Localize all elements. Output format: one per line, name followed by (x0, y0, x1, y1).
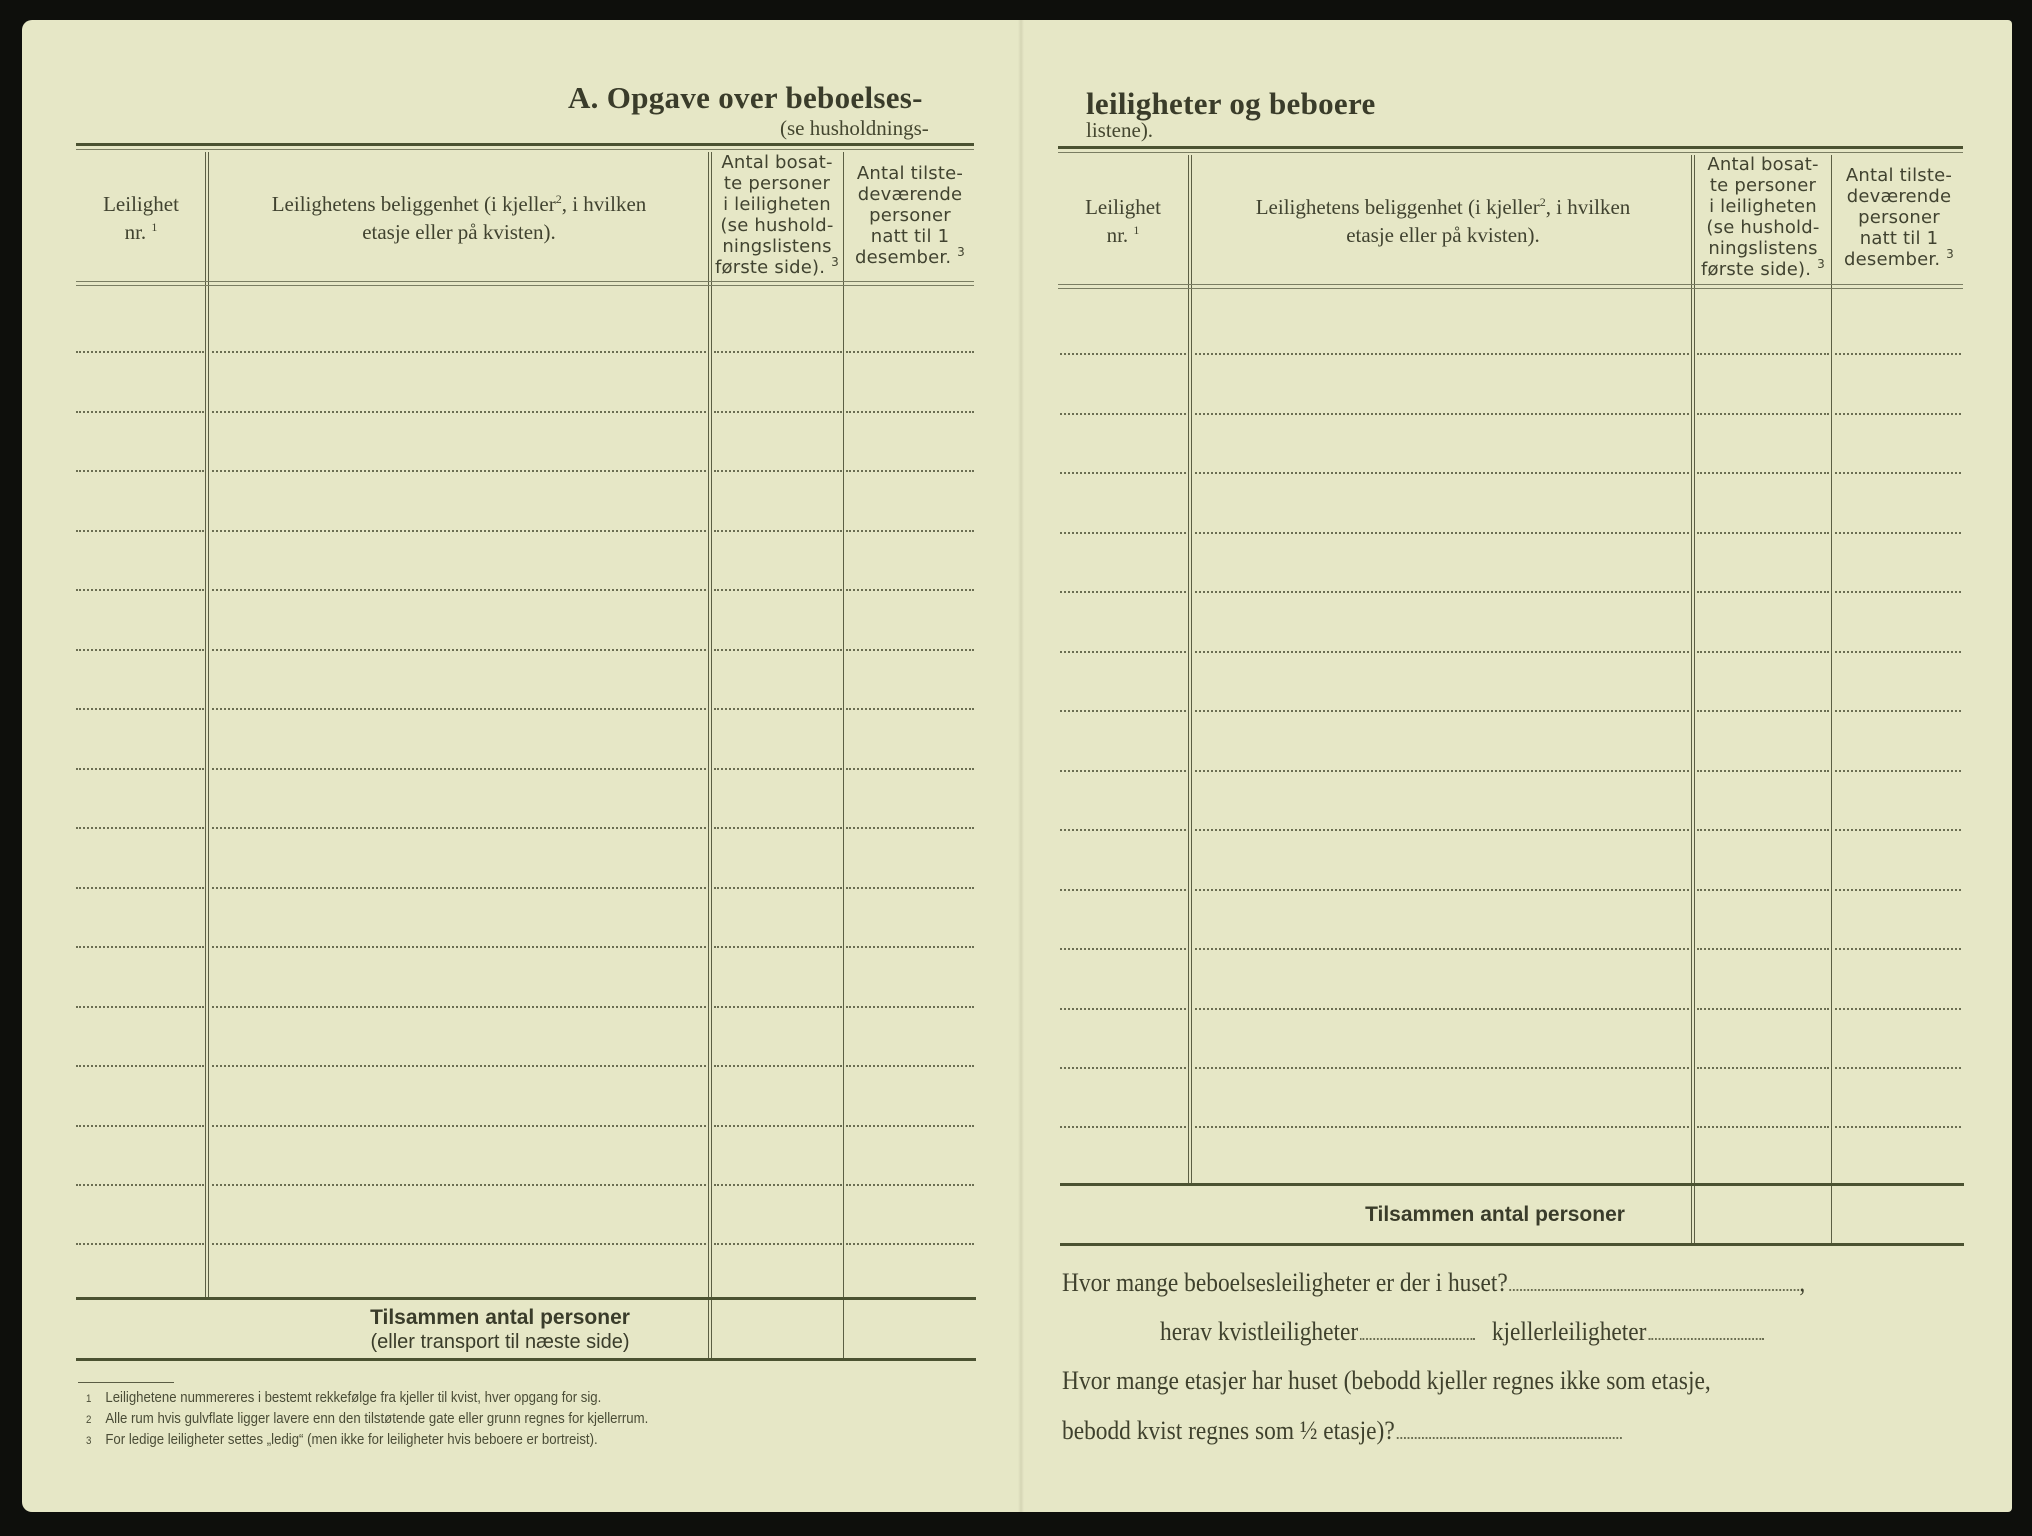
row-line (212, 887, 706, 889)
row-line (212, 470, 706, 472)
row-line (76, 1184, 204, 1186)
row-line (212, 411, 706, 413)
row-line (1697, 413, 1829, 415)
row-line (1697, 472, 1829, 474)
footnote-2: 2 Alle rum hvis gulvflate ligger lavere enn den tilstøtende gate eller grunn regnes for kjellerrum. (86, 1410, 649, 1427)
row-line (1195, 472, 1689, 474)
header-apartment-number: Leilighet nr. $^1$ (1085, 195, 1161, 247)
footnote-1: 1 Leilighetene nummereres i bestemt rekkefølge fra kjeller til kvist, hver opgang for sig. (86, 1389, 602, 1406)
row-line (1060, 710, 1186, 712)
col-divider-3 (1831, 155, 1832, 1243)
row-line (1060, 651, 1186, 653)
header-present-count: Antal tilste- deværende personer natt til 1 desember. $^3$ (1843, 165, 1955, 270)
row-line (76, 887, 204, 889)
row-line (212, 1125, 706, 1127)
floor-count-field[interactable] (1397, 1435, 1622, 1439)
row-line (1835, 889, 1961, 891)
row-line (846, 1125, 974, 1127)
row-line (1697, 1126, 1829, 1128)
row-line (1835, 1067, 1961, 1069)
row-line (1697, 651, 1829, 653)
header-resident-count: Antal bosat- te personer i leiligheten (se hushold- ningslistens første side). $^3$ (1701, 154, 1825, 280)
row-line (846, 827, 974, 829)
row-line (714, 887, 842, 889)
row-line (1195, 829, 1689, 831)
header-bottom-rule (76, 281, 974, 282)
row-line (1195, 1008, 1689, 1010)
row-line (76, 708, 204, 710)
row-line (714, 1243, 842, 1245)
col-divider-2 (1691, 155, 1695, 1243)
left-page-title: A. Opgave over beboelses- (568, 80, 923, 115)
row-line (846, 411, 974, 413)
header-present-count: Antal tilste- deværende personer natt til 1 desember. $^3$ (854, 163, 966, 268)
row-line (1060, 1126, 1186, 1128)
row-line (1835, 710, 1961, 712)
left-total-present-field[interactable] (846, 1302, 974, 1358)
col-divider-2 (708, 152, 712, 1360)
row-line (1195, 1126, 1689, 1128)
row-line (714, 530, 842, 532)
right-page-subtitle: listene). (1086, 118, 1154, 142)
row-line (212, 351, 706, 353)
row-line (714, 470, 842, 472)
row-line (1195, 710, 1689, 712)
question-floor-count-line1: Hvor mange etasjer har huset (bebodd kjeller regnes ikke som etasje, (1062, 1366, 1711, 1395)
basement-apartments-field[interactable] (1648, 1336, 1763, 1340)
question-attic-basement: herav kvistleiligheter kjellerleiligheter (1160, 1317, 1763, 1347)
row-line (212, 708, 706, 710)
row-line (1060, 472, 1186, 474)
row-line (714, 589, 842, 591)
header-resident-count: Antal bosat- te personer i leiligheten (se hushold- ningslistens første side). $^3$ (715, 152, 839, 278)
row-line (76, 1006, 204, 1008)
total-bottom-rule (1060, 1243, 1964, 1246)
header-bottom-rule-2 (1058, 288, 1963, 289)
row-line (1835, 1008, 1961, 1010)
row-line (846, 351, 974, 353)
row-line (846, 470, 974, 472)
row-line (846, 1006, 974, 1008)
row-line (1697, 353, 1829, 355)
row-line (76, 530, 204, 532)
question-floor-count-line2: bebodd kvist regnes som ½ etasje)? (1062, 1416, 1622, 1446)
row-line (1835, 472, 1961, 474)
header-apartment-number: Leilighet nr. $^1$ (103, 192, 179, 244)
row-line (1060, 1067, 1186, 1069)
row-line (1835, 591, 1961, 593)
row-line (1835, 532, 1961, 534)
row-line (846, 589, 974, 591)
row-line (212, 1006, 706, 1008)
row-line (714, 1006, 842, 1008)
row-line (1060, 948, 1186, 950)
row-line (846, 768, 974, 770)
row-line (76, 768, 204, 770)
row-line (1060, 353, 1186, 355)
row-line (76, 351, 204, 353)
row-line (76, 649, 204, 651)
apartment-count-field[interactable] (1510, 1287, 1800, 1291)
row-line (846, 1184, 974, 1186)
total-top-rule (76, 1297, 976, 1300)
col-divider-1 (1188, 155, 1192, 1183)
row-line (1835, 413, 1961, 415)
left-total-label: Tilsammen antal personer (eller transport til næste side) (370, 1306, 630, 1353)
total-bottom-rule (76, 1358, 976, 1361)
header-apartment-location: Leilighetens beliggenhet (i kjeller$^2$, i hvilken etasje eller på kvisten). (271, 192, 647, 244)
row-line (714, 708, 842, 710)
row-line (76, 946, 204, 948)
row-line (1195, 1067, 1689, 1069)
header-top-rule (1058, 146, 1963, 149)
row-line (714, 649, 842, 651)
row-line (1835, 651, 1961, 653)
row-line (76, 827, 204, 829)
row-line (1835, 829, 1961, 831)
row-line (76, 1125, 204, 1127)
row-line (1195, 651, 1689, 653)
row-line (846, 530, 974, 532)
row-line (212, 530, 706, 532)
row-line (212, 589, 706, 591)
row-line (714, 946, 842, 948)
row-line (1697, 889, 1829, 891)
row-line (212, 768, 706, 770)
header-top-rule (76, 143, 974, 146)
right-total-label: Tilsammen antal personer (1365, 1203, 1625, 1226)
row-line (76, 1065, 204, 1067)
row-line (846, 708, 974, 710)
row-line (714, 768, 842, 770)
col-divider-3 (843, 152, 844, 1360)
header-bottom-rule (1058, 284, 1963, 285)
row-line (1195, 413, 1689, 415)
row-line (714, 827, 842, 829)
right-page-title: leiligheter og beboere (1086, 86, 1376, 121)
attic-apartments-field[interactable] (1360, 1336, 1475, 1340)
row-line (846, 1243, 974, 1245)
row-line (1697, 1067, 1829, 1069)
footnote-3: 3 For ledige leiligheter settes „ledig“ (men ikke for leiligheter hvis beboere er bortreist). (86, 1431, 598, 1448)
right-total-present-field[interactable] (1835, 1187, 1961, 1241)
row-line (714, 1184, 842, 1186)
row-line (76, 470, 204, 472)
header-apartment-location: Leilighetens beliggenhet (i kjeller$^2$, i hvilken etasje eller på kvisten). (1255, 195, 1631, 247)
row-line (1060, 413, 1186, 415)
footnote-rule (78, 1382, 174, 1383)
row-line (1835, 770, 1961, 772)
row-line (1195, 353, 1689, 355)
header-top-rule-thin (76, 149, 974, 150)
row-line (1060, 532, 1186, 534)
row-line (1835, 948, 1961, 950)
row-line (212, 827, 706, 829)
left-total-resident-field[interactable] (714, 1302, 842, 1358)
row-line (714, 411, 842, 413)
col-divider-1 (205, 152, 209, 1298)
row-line (714, 1065, 842, 1067)
row-line (76, 1243, 204, 1245)
row-line (1195, 532, 1689, 534)
row-line (1697, 829, 1829, 831)
header-bottom-rule-2 (76, 285, 974, 286)
row-line (212, 946, 706, 948)
question-apartment-count: Hvor mange beboelsesleiligheter er der i huset? , (1062, 1268, 1806, 1297)
row-line (1697, 1008, 1829, 1010)
row-line (846, 1065, 974, 1067)
row-line (1195, 591, 1689, 593)
total-top-rule (1060, 1183, 1964, 1186)
left-page-subtitle: (se husholdnings- (780, 116, 929, 140)
row-line (1697, 591, 1829, 593)
row-line (1060, 1008, 1186, 1010)
row-line (212, 1243, 706, 1245)
row-line (1060, 770, 1186, 772)
row-line (714, 351, 842, 353)
row-line (212, 1184, 706, 1186)
page-fold (1018, 20, 1024, 1512)
row-line (1835, 353, 1961, 355)
row-line (1195, 889, 1689, 891)
row-line (846, 649, 974, 651)
row-line (1195, 948, 1689, 950)
row-line (1697, 770, 1829, 772)
row-line (1697, 948, 1829, 950)
row-line (76, 589, 204, 591)
row-line (1195, 770, 1689, 772)
row-line (212, 1065, 706, 1067)
row-line (1697, 710, 1829, 712)
row-line (846, 946, 974, 948)
row-line (1060, 889, 1186, 891)
row-line (846, 887, 974, 889)
row-line (1060, 591, 1186, 593)
row-line (714, 1125, 842, 1127)
right-total-resident-field[interactable] (1697, 1187, 1829, 1241)
header-top-rule-thin (1058, 152, 1963, 153)
row-line (1060, 829, 1186, 831)
row-line (1835, 1126, 1961, 1128)
row-line (212, 649, 706, 651)
row-line (1697, 532, 1829, 534)
row-line (76, 411, 204, 413)
